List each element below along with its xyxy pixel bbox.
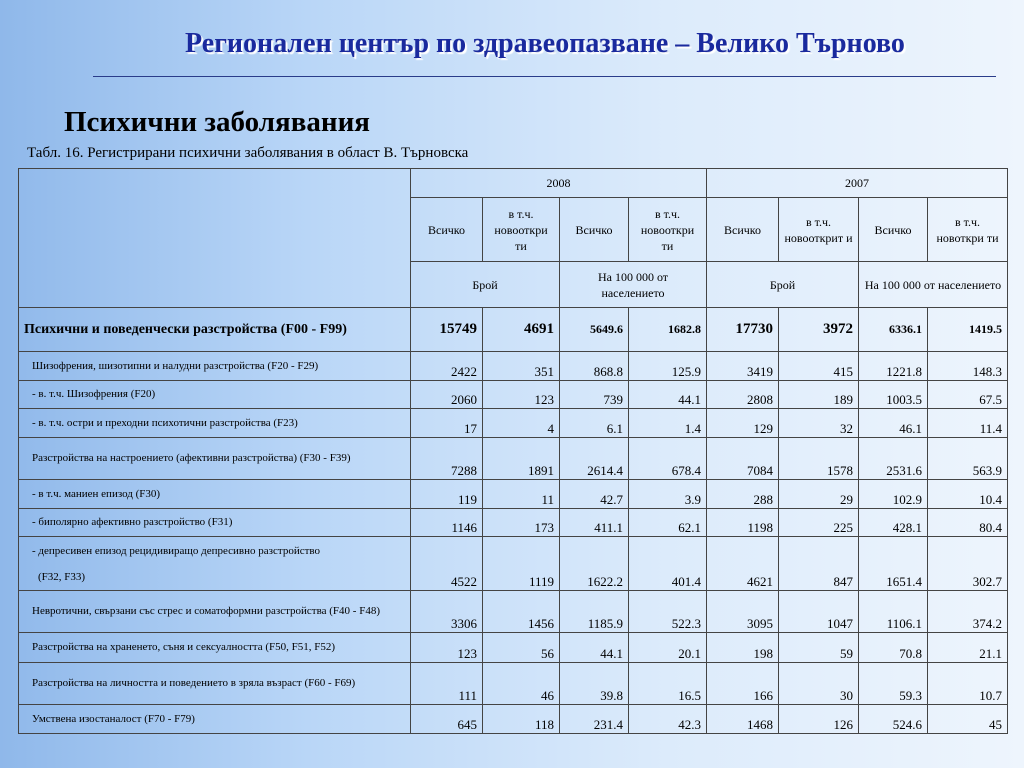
cell: 44.1 (560, 633, 629, 663)
cell: 62.1 (629, 509, 707, 537)
cell: 2531.6 (859, 438, 928, 480)
cell: 2808 (707, 381, 779, 409)
cell: 1456 (483, 591, 560, 633)
cell: 428.1 (859, 509, 928, 537)
row-label-line: (F32, F33) (38, 570, 86, 583)
cell: 1106.1 (859, 591, 928, 633)
sub-header: в т.ч. новоткри ти (928, 198, 1008, 262)
cell: 1419.5 (928, 308, 1008, 352)
cell: 42.7 (560, 480, 629, 509)
cell: 3095 (707, 591, 779, 633)
table-row (19, 409, 1008, 438)
cell: 59 (779, 633, 859, 663)
cell: 645 (411, 705, 483, 734)
cell: 15749 (411, 308, 483, 352)
row-label: Психични и поведенчески разстройства (F00 - F99) (19, 308, 411, 352)
row-label: Умствена изостаналост (F70 - F79) (19, 705, 411, 734)
cell: 1185.9 (560, 591, 629, 633)
section-heading: Психични заболявания (64, 106, 370, 138)
cell: 32 (779, 409, 859, 438)
cell: 4621 (707, 537, 779, 591)
cell: 1891 (483, 438, 560, 480)
cell: 17730 (707, 308, 779, 352)
cell: 45 (928, 705, 1008, 734)
cell: 56 (483, 633, 560, 663)
cell: 11.4 (928, 409, 1008, 438)
row-label: Разстройства на настроението (афективни разстройства) (F30 - F39) (19, 438, 411, 480)
table-caption: Табл. 16. Регистрирани психични заболявания в област В. Търновска (27, 145, 469, 161)
total-row (19, 308, 1008, 352)
cell: 20.1 (629, 633, 707, 663)
table-row (19, 537, 1008, 591)
cell: 6.1 (560, 409, 629, 438)
cell: 288 (707, 480, 779, 509)
cell: 1622.2 (560, 537, 629, 591)
cell: 125.9 (629, 352, 707, 381)
unit-header: Брой (707, 262, 859, 308)
table-row (19, 591, 1008, 633)
cell: 67.5 (928, 381, 1008, 409)
table-row (19, 663, 1008, 705)
row-label: Невротични, свързани със стрес и соматоформни разстройства (F40 - F48) (19, 591, 411, 633)
cell: 1047 (779, 591, 859, 633)
cell: 21.1 (928, 633, 1008, 663)
cell: 102.9 (859, 480, 928, 509)
cell: 16.5 (629, 663, 707, 705)
cell: 148.3 (928, 352, 1008, 381)
cell: 868.8 (560, 352, 629, 381)
table-row (19, 509, 1008, 537)
cell: 678.4 (629, 438, 707, 480)
slide-title: Регионален център по здравеопазване – Велико Търново (185, 28, 905, 59)
cell: 2614.4 (560, 438, 629, 480)
sub-header: в т.ч. новооткри ти (483, 198, 560, 262)
row-label: Шизофрения, шизотипни и налудни разстройства (F20 - F29) (19, 352, 411, 381)
cell: 4 (483, 409, 560, 438)
unit-header: На 100 000 от населението (560, 262, 707, 308)
cell: 847 (779, 537, 859, 591)
cell: 123 (411, 633, 483, 663)
cell: 2422 (411, 352, 483, 381)
cell: 1119 (483, 537, 560, 591)
year-header-2008: 2008 (411, 169, 707, 198)
cell: 1578 (779, 438, 859, 480)
cell: 39.8 (560, 663, 629, 705)
cell: 4522 (411, 537, 483, 591)
cell: 411.1 (560, 509, 629, 537)
cell: 59.3 (859, 663, 928, 705)
cell: 2060 (411, 381, 483, 409)
disease-table (18, 168, 1008, 734)
cell: 11 (483, 480, 560, 509)
cell: 7288 (411, 438, 483, 480)
cell: 1651.4 (859, 537, 928, 591)
cell: 7084 (707, 438, 779, 480)
cell: 3419 (707, 352, 779, 381)
cell: 351 (483, 352, 560, 381)
table-row (19, 438, 1008, 480)
table-row (19, 381, 1008, 409)
row-label (19, 537, 411, 591)
cell: 1.4 (629, 409, 707, 438)
row-label: - в. т.ч. остри и преходни психотични разстройства (F23) (19, 409, 411, 438)
cell: 1146 (411, 509, 483, 537)
table-row (19, 352, 1008, 381)
sub-header: Всичко (859, 198, 928, 262)
cell: 10.4 (928, 480, 1008, 509)
cell: 1003.5 (859, 381, 928, 409)
cell: 231.4 (560, 705, 629, 734)
cell: 4691 (483, 308, 560, 352)
cell: 225 (779, 509, 859, 537)
table-row (19, 633, 1008, 663)
cell: 46.1 (859, 409, 928, 438)
cell: 123 (483, 381, 560, 409)
cell: 10.7 (928, 663, 1008, 705)
table-row (19, 480, 1008, 509)
cell: 3972 (779, 308, 859, 352)
cell: 44.1 (629, 381, 707, 409)
cell: 1468 (707, 705, 779, 734)
cell: 374.2 (928, 591, 1008, 633)
cell: 3.9 (629, 480, 707, 509)
cell: 30 (779, 663, 859, 705)
cell: 189 (779, 381, 859, 409)
title-divider (93, 76, 996, 77)
sub-header: в т.ч. новооткри ти (629, 198, 707, 262)
header-corner-cell (19, 169, 411, 308)
unit-header: Брой (411, 262, 560, 308)
table-row (19, 705, 1008, 734)
cell: 29 (779, 480, 859, 509)
cell: 198 (707, 633, 779, 663)
row-label: Разстройства на храненето, съня и сексуалността (F50, F51, F52) (19, 633, 411, 663)
row-label-line: - депресивен епизод рецидивиращо депресивно разстройство (32, 544, 321, 557)
cell: 415 (779, 352, 859, 381)
cell: 119 (411, 480, 483, 509)
cell: 739 (560, 381, 629, 409)
cell: 70.8 (859, 633, 928, 663)
cell: 6336.1 (859, 308, 928, 352)
cell: 166 (707, 663, 779, 705)
row-label: - в. т.ч. Шизофрения (F20) (19, 381, 411, 409)
cell: 1682.8 (629, 308, 707, 352)
cell: 3306 (411, 591, 483, 633)
cell: 1198 (707, 509, 779, 537)
cell: 173 (483, 509, 560, 537)
cell: 302.7 (928, 537, 1008, 591)
sub-header: Всичко (411, 198, 483, 262)
cell: 401.4 (629, 537, 707, 591)
unit-header: На 100 000 от населението (859, 262, 1008, 308)
row-label: - в т.ч. маниен епизод (F30) (19, 480, 411, 509)
cell: 129 (707, 409, 779, 438)
cell: 5649.6 (560, 308, 629, 352)
sub-header: Всичко (560, 198, 629, 262)
year-header-2007: 2007 (707, 169, 1008, 198)
cell: 522.3 (629, 591, 707, 633)
cell: 46 (483, 663, 560, 705)
cell: 42.3 (629, 705, 707, 734)
cell: 1221.8 (859, 352, 928, 381)
row-label: Разстройства на личността и поведението в зряла възраст (F60 - F69) (19, 663, 411, 705)
sub-header: в т.ч. новооткрит и (779, 198, 859, 262)
cell: 80.4 (928, 509, 1008, 537)
year-header-row (19, 169, 1008, 198)
cell: 126 (779, 705, 859, 734)
cell: 111 (411, 663, 483, 705)
sub-header: Всичко (707, 198, 779, 262)
cell: 118 (483, 705, 560, 734)
cell: 563.9 (928, 438, 1008, 480)
cell: 524.6 (859, 705, 928, 734)
row-label: - биполярно афективно разстройство (F31) (19, 509, 411, 537)
cell: 17 (411, 409, 483, 438)
